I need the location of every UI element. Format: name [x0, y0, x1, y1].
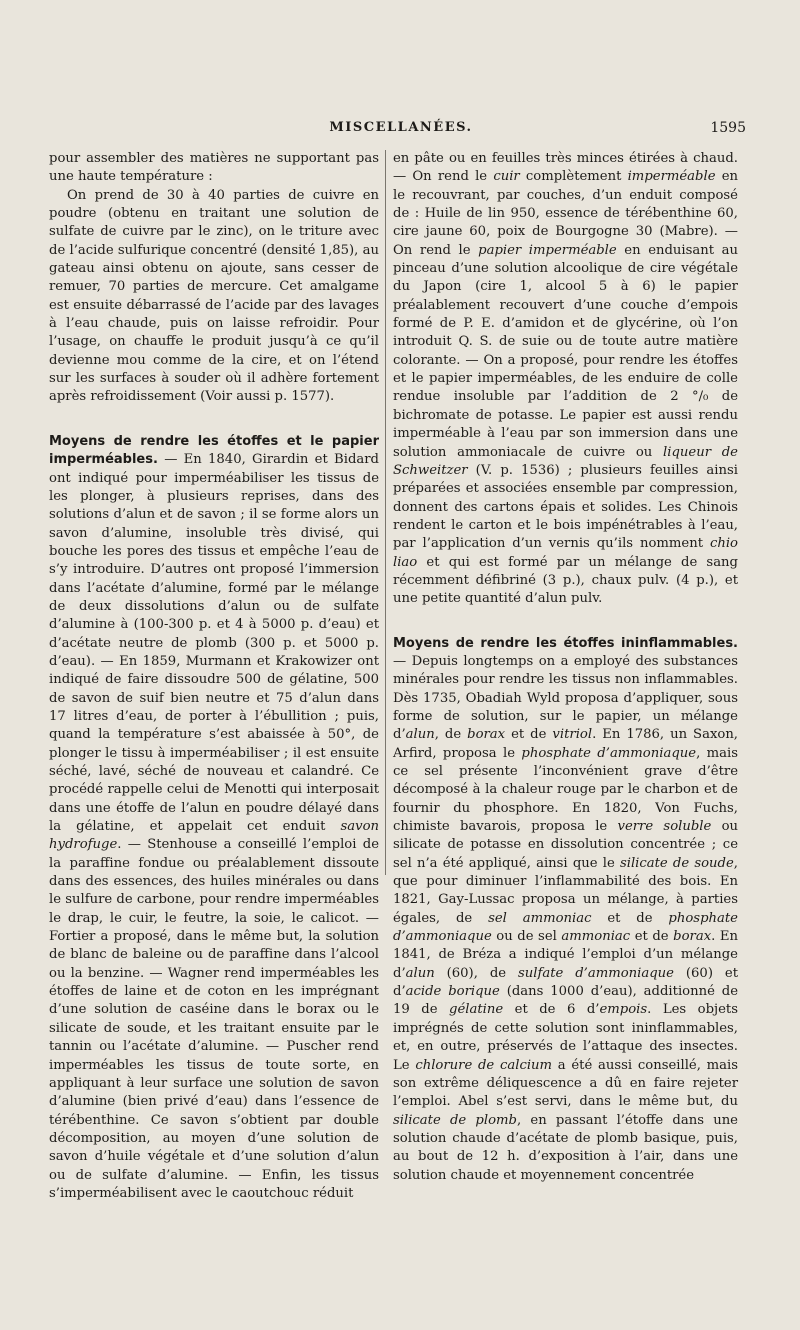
left-column — [49, 150, 379, 1203]
section-fireproofing: Moyens de rendre les étoffes ininflammables. — Depuis longtemps on a employé des substances minérales pour rendre les tissus non inflammables. Dès 1735, Obadiah Wyld proposa d’appliquer, sous forme de solution, sur le papier, un mélange d’alun, de borax et de vitriol. En 1786, un Saxon, Arfird, proposa le phosphate d’ammoniaque, mais ce sel présente l’inconvénient grave d’être décomposé à la chaleur rouge par le charbon et de fournir du phosphore. En 1820, Von Fuchs, chimiste bavarois, proposa le verre soluble ou silicate de potasse en dissolution concentrée ; ce sel n’a été appliqué, ainsi que le silicate de soude, que pour diminuer l’inflammabilité des bois. En 1821, Gay-Lussac proposa un mélange, à parties égales, de sel ammoniac et de phosphate d’ammoniaque ou de sel ammoniac et de borax. En 1841, de Bréza a indiqué l’emploi d’un mélange d’alun (60), de sulfate d’ammoniaque (60) et d’acide borique (dans 1000 d’eau), additionné de 19 de gélatine et de 6 d’empois. Les objets imprégnés de cette solution sont ininflammables, et, en outre, préservés de l’attaque des insectes. Le chlorure de calcium a été aussi conseillé, mais son extrême déliquescence a dû en faire rejeter l’emploi. Abel s’est servi, dans le même but, du silicate de plomb, en passant l’étoffe dans une solution chaude d’acétate de plomb basique, puis, au bout de 12 h. d’exposition à l’air, dans une solution chaude et moyennement concentrée — [393, 635, 739, 1183]
section-heading: Moyens de rendre les étoffes ininflammables. — [393, 635, 738, 651]
running-title: MISCELLANÉES. — [329, 120, 473, 135]
page-header — [56, 120, 746, 140]
column-divider — [385, 150, 386, 875]
page-number: 1595 — [710, 120, 746, 136]
section-waterproofing: Moyens de rendre les étoffes et le papier imperméables. — En 1840, Girardin et Bidard ont indiqué pour imperméabiliser les tissus de les plonger, à plusieurs reprises, dans des solutions d’alun et de savon ; il se forme alors un savon d’alumine, insoluble très divisé, qui bouche les pores des tissus et empêche l’eau de s’y introduire. D’autres ont proposé l’immersion dans l’acétate d’alumine, formé par le mélange de deux dissolutions d’alun ou de sulfate d’alumine à (100-300 p. et 4 à 5000 p. d’eau) et d’acétate neutre de plomb (300 p. et 5000 p. d’eau). — En 1859, Murmann et Krakowizer ont indiqué de faire dissoudre 500 de gélatine, 500 de savon de suif bien neutre et 75 d’alun dans 17 litres d’eau, de porter à l’ébullition ; puis, quand la température s’est abaissée à 50°, de plonger le tissu à imperméabiliser ; il est ensuite séché, lavé, séché de nouveau et calandré. Ce procédé rappelle celui de Menotti qui interposait dans une étoffe de l’alun en poudre délayé dans la gélatine, et appelait cet enduit savon hydrofuge. — Stenhouse a conseillé l’emploi de la paraffine fondue ou préalablement dissoute dans des essences, des huiles minérales ou dans le sulfure de carbone, pour rendre imperméables le drap, le cuir, le feutre, la soie, le calicot. — Fortier a proposé, dans le même but, la solution de blanc de baleine ou de paraffine dans l’alcool ou la benzine. — Wagner rend imperméables les étoffes de laine et de coton en les imprégnant d’une solution de caséine dans le borax ou le silicate de soude, et les traitant ensuite par le tannin ou l’acétate d’alumine. — Puscher rend imperméables les tissus de toute sorte, en appliquant à leur surface une solution de savon d’alumine (bien privé d’eau) dans l’essence de térébenthine. Ce savon s’obtient par double décomposition, au moyen d’une solution de savon d’huile végétale et d’une solution d’alun ou de sulfate d’alumine. — Enfin, les tissus s’imperméabilisent avec le caoutchouc réduit — [49, 433, 379, 1201]
section-heading: Moyens de rendre les étoffes et le papier imperméables. — [49, 433, 379, 468]
paragraph: pour assembler des matières ne supportant pas une haute température : — [49, 151, 379, 185]
right-column — [393, 150, 738, 1185]
paragraph: en pâte ou en feuilles très minces étirées à chaud. — On rend le cuir complètement imperméable en le recouvrant, par couches, d’un enduit composé de : Huile de lin 950, essence de térébenthine 60, cire jaune 60, poix de Bourgogne 30 (Mabre). — On rend le papier imperméable en enduisant au pinceau d’une solution alcoolique de cire végétale du Japon (cire 1, alcool 5 à 6) le papier préalablement recouvert d’une couche d’empois formé de P. E. d’amidon et de glycérine, où l’on introduit Q. S. de suie ou de toute autre matière colorante. — On a proposé, pour rendre les étoffes et le papier imperméables, de les enduire de colle rendue insoluble par l’addition de 2 °/₀ de bichromate de potasse. Le papier est aussi rendu imperméable à l’eau par son immersion dans une solution ammoniacale de cuivre ou liqueur de Schweitzer (V. p. 1536) ; plusieurs feuilles ainsi préparées et associées ensemble par compression, donnent des cartons épais et solides. Les Chinois rendent le carton et le bois impénétrables à l’eau, par l’application d’un vernis qu’ils nomment chio liao et qui est formé par un mélange de sang récemment défibriné (3 p.), chaux pulv. (4 p.), et une petite quantité d’alun pulv. — [393, 151, 739, 607]
paragraph: On prend de 30 à 40 parties de cuivre en poudre (obtenu en traitant une solution de sulfate de cuivre par le zinc), on le triture avec de l’acide sulfurique concentré (densité 1,85), au gateau ainsi obtenu on ajoute, sans cesser de remuer, 70 parties de mercure. Cet amalgame est ensuite débarrassé de l’acide par des lavages à l’eau chaude, puis on laisse refroidir. Pour l’usage, on chauffe le produit jusqu’à ce qu’il devienne mou comme de la cire, et on l’étend sur les surfaces à souder où il adhère fortement après refroidissement (Voir aussi p. 1577). — [49, 187, 379, 405]
